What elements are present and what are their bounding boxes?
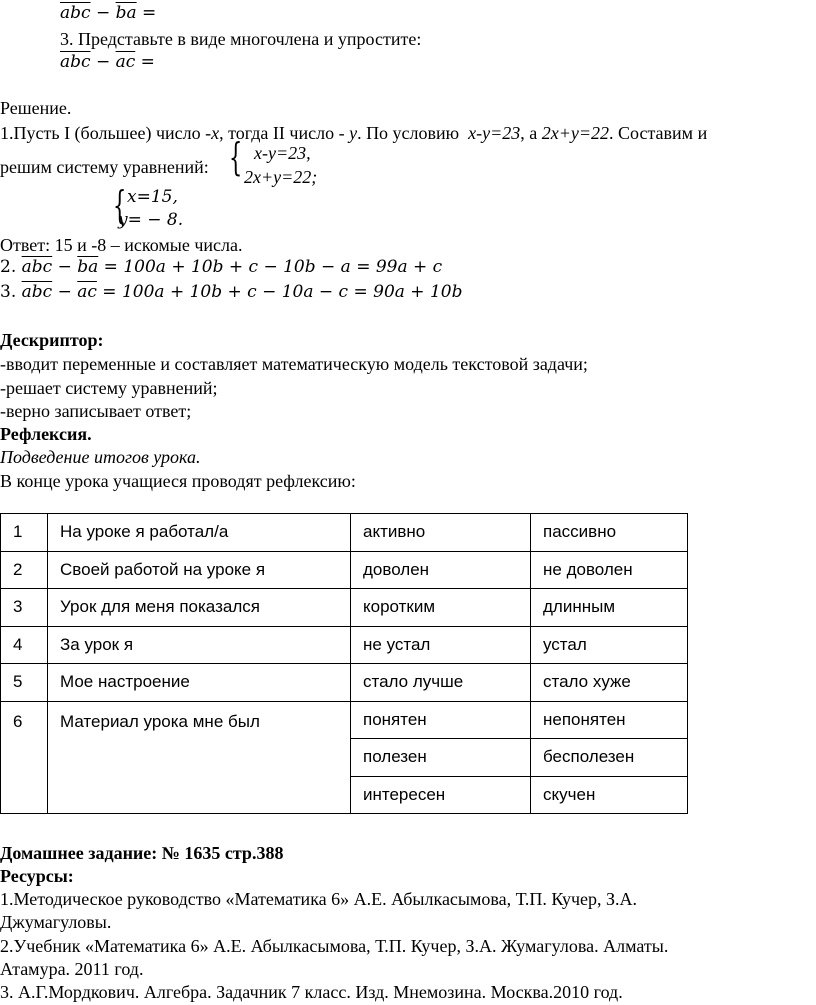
option-b: стало хуже [531,664,688,702]
overline-ac: $\overline{ac}$ [115,52,136,72]
option-a: доволен [351,551,531,589]
resources-heading: Ресурсы: [0,866,74,886]
var-x: x [211,123,220,143]
resource-3: 3. А.Г.Мордкович. Алгебра. Задачник 7 класс. Изд. Мнемозина. Москва.2010 год. [0,982,623,1002]
text-run: , а [520,123,538,143]
system-1-line-2: 2x+y=22; [244,167,318,187]
reflection-intro: В конце урока учащиеся проводят рефлексию: [0,471,356,491]
option-b: не доволен [531,551,688,589]
option-a: стало лучше [351,664,531,702]
text-run: , тогда II число - [219,123,345,143]
row-number: 3 [1,589,48,627]
option-a: полезен [351,739,531,777]
descriptor-item: -верно записывает ответ; [0,401,192,421]
step-number: 2. [0,257,17,277]
descriptor-heading: Дескриптор: [0,330,104,350]
reflection-table [0,513,688,814]
overline-abc: $\overline{abc}$ [60,3,91,23]
option-b: длинным [531,589,688,627]
system-2-line-1: x=15, [127,187,178,207]
row-number: 4 [1,626,48,664]
row-number: 5 [1,664,48,702]
solution-paragraph-2: решим систему уравнений: [0,157,209,177]
var-y: y [349,123,358,143]
equation-1: x-y=23 [468,123,521,143]
option-b: устал [531,626,688,664]
step-number: 3. [0,282,17,302]
option-b: бесполезен [531,739,688,777]
table-row [1,514,688,552]
text-run: 1.Пусть I (большее) число - [0,123,212,143]
overline-abc: $\overline{abc}$ [21,282,53,302]
table-row [1,551,688,589]
option-a: интересен [351,776,531,814]
row-label: На уроке я работал/а [48,514,351,552]
text-run: . По условию [357,123,460,143]
system-2-line-2: y= − 8. [118,210,184,230]
row-label: За урок я [48,626,351,664]
row-label: Материал урока мне был [48,701,351,814]
solution-heading: Решение. [0,98,72,118]
left-brace-icon: { [229,135,243,179]
table-row [1,626,688,664]
table-row [1,664,688,702]
reflection-heading: Рефлексия. [0,424,92,444]
overline-ba: $\overline{ba}$ [115,3,137,23]
overline-abc: $\overline{abc}$ [60,52,91,72]
overline-ac: $\overline{ac}$ [77,282,97,302]
expression-abc-minus-ac [60,54,155,71]
task-3-text: 3. Представьте в виде многочлена и упростите: [60,29,422,49]
row-number: 1 [1,514,48,552]
resource-2-line-1: 2.Учебник «Математика 6» А.Е. Абылкасымова, Т.П. Кучер, З.А. Жумагулова. Алматы. [0,936,669,956]
homework-line: Домашнее задание: № 1635 стр.388 [0,843,284,863]
equals-sign: = [136,3,157,23]
equals-sign: = [135,52,155,72]
solution-paragraph-1 [0,124,707,142]
overline-abc: $\overline{abc}$ [21,257,53,277]
table-row [1,589,688,627]
minus-sign: − [90,3,116,23]
system-1-line-1: x-y=23, [254,143,311,163]
option-b: скучен [531,776,688,814]
option-b: непонятен [531,701,688,739]
descriptor-item: -вводит переменные и составляет математическую модель текстовой задачи; [0,354,588,374]
minus-sign: − [90,52,116,72]
row-label: Мое настроение [48,664,351,702]
text-run: . Составим и [609,123,708,143]
option-a: понятен [351,701,531,739]
table-row [1,701,688,739]
equation-2: 2x+y=22 [541,123,610,143]
descriptor-item: -решает систему уравнений; [0,378,218,398]
expansion: = 100a + 10b + c − 10b − a = 99a + c [98,257,443,277]
resource-2-line-2: Атамура. 2011 год. [0,959,144,979]
option-a: коротким [351,589,531,627]
left-brace-icon: { [113,183,127,227]
step-2-expression: 2. $\overline{abc} - \overline{ba} = 100a + 10b + c - 10b - a = 99a + c$ [0,257,443,277]
row-label: Урок для меня показался [48,589,351,627]
answer-line: Ответ: 15 и -8 – искомые числа. [0,235,243,255]
expansion: = 100a + 10b + c − 10a − c = 90a + 10b [96,282,463,302]
row-label: Своей работой на уроке я [48,551,351,589]
overline-ba: $\overline{ba}$ [77,257,99,277]
row-number: 6 [1,701,48,814]
expression-abc-minus-ba [60,5,156,22]
reflection-subheading: Подведение итогов урока. [0,447,201,467]
option-a: не устал [351,626,531,664]
resource-1-line-1: 1.Методическое руководство «Математика 6» А.Е. Абылкасымова, Т.П. Кучер, З.А. [0,889,638,909]
row-number: 2 [1,551,48,589]
resource-1-line-2: Джумагуловы. [0,912,112,932]
option-b: пассивно [531,514,688,552]
option-a: активно [351,514,531,552]
step-3-expression: 3. $\overline{abc} - \overline{ac} = 100a + 10b + c - 10a - c = 90a + 10b$ [0,282,463,302]
